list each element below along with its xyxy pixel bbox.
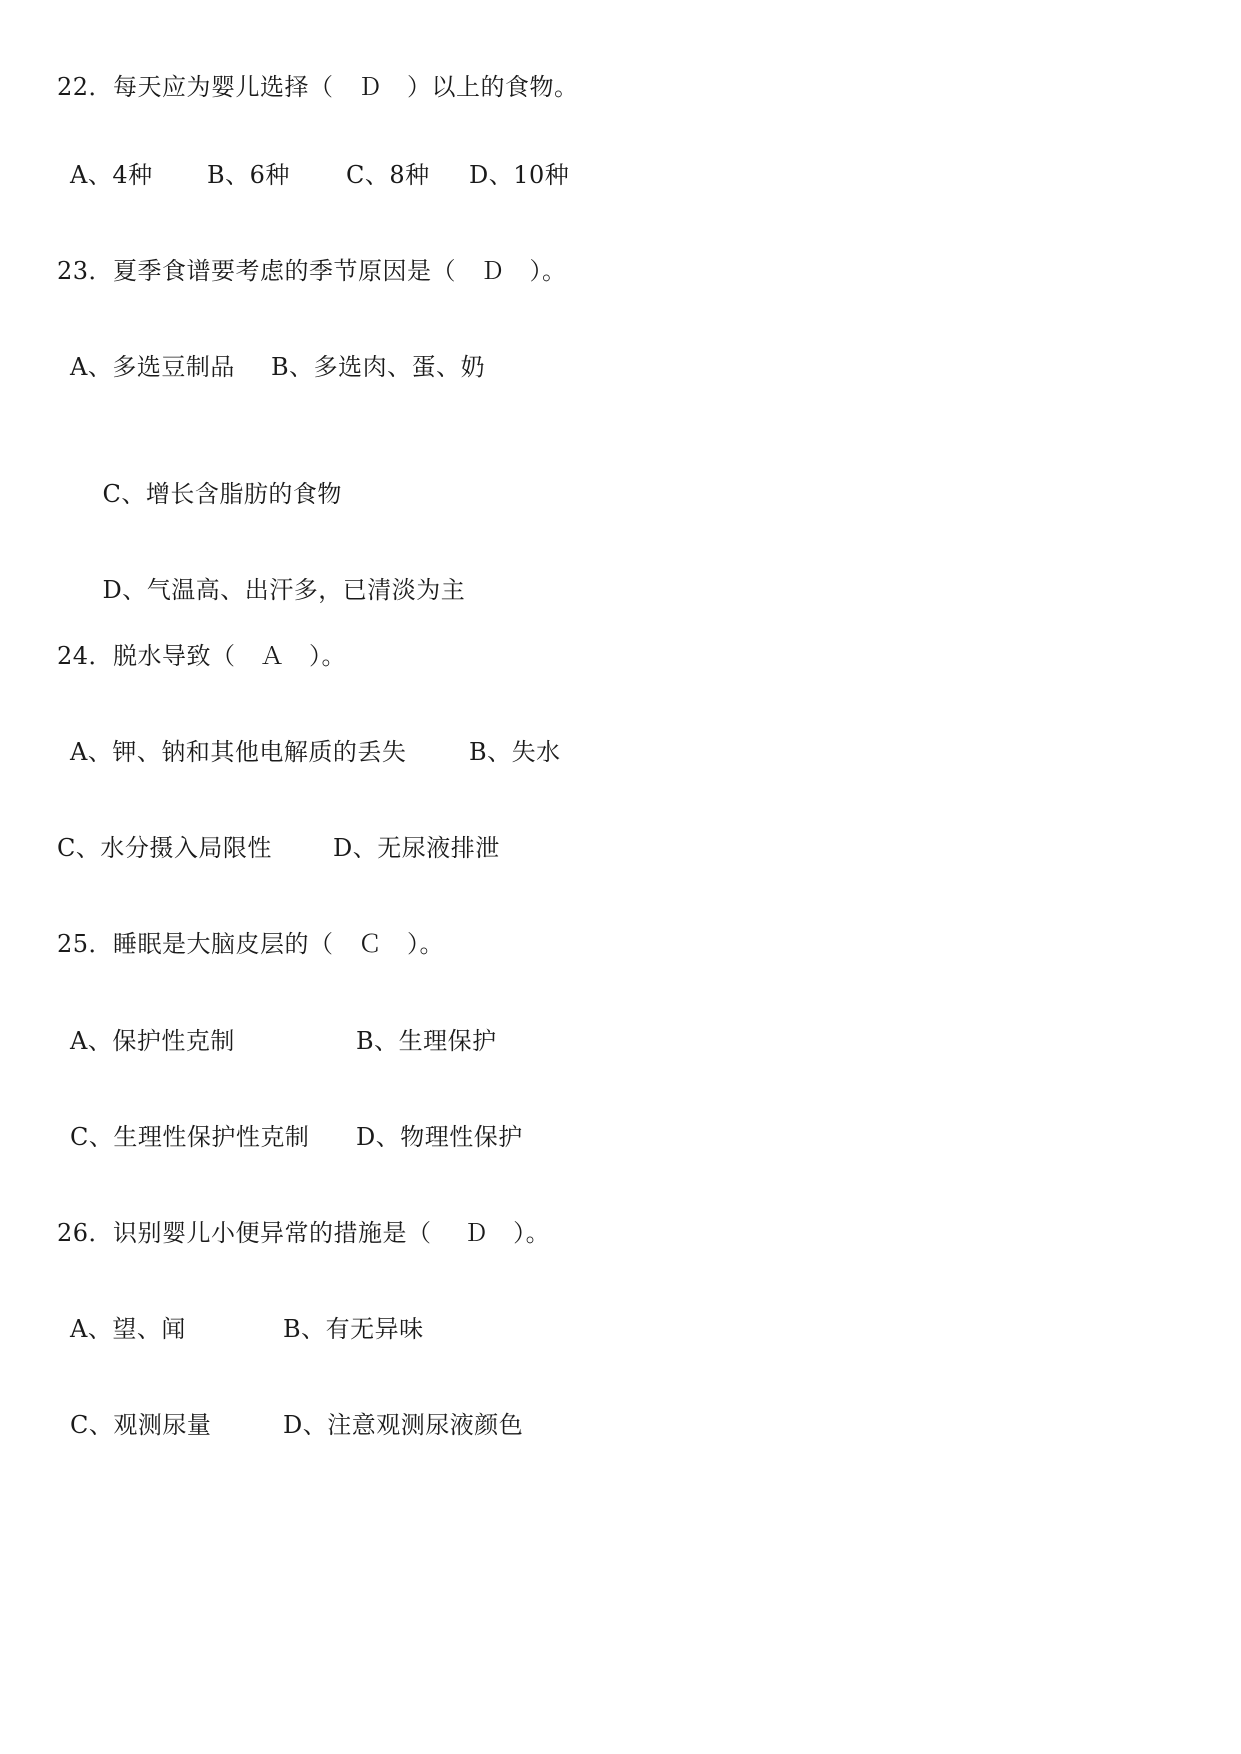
option-b: B、6种 [207, 161, 290, 189]
question-26-stem: 26．识别婴儿小便异常的措施是（ Ｄ ）。 [57, 1219, 551, 1247]
option-b: B、多选肉、蛋、奶 [271, 353, 486, 381]
option-d: D、物理性保护 [356, 1123, 523, 1151]
option-d: D、注意观测尿液颜色 [283, 1411, 524, 1439]
question-22-options-line-1 [70, 160, 590, 190]
option-c: C、水分摄入局限性 [57, 834, 272, 862]
question-25-options-line-1 [70, 1026, 590, 1056]
option-a: A、4种 [70, 161, 153, 189]
option-b: B、生理保护 [356, 1027, 497, 1055]
option-d: D、无尿液排泄 [333, 834, 500, 862]
option-c: C、8种 [346, 161, 430, 189]
option-a: A、多选豆制品 [70, 353, 235, 381]
option-d: D、气温高、出汗多，已清淡为主 [102, 576, 466, 604]
option-b: B、有无异味 [283, 1315, 424, 1343]
question-23-options-line-2 [70, 449, 342, 539]
question-26-options-line-1 [70, 1314, 590, 1344]
option-a: A、保护性克制 [70, 1027, 235, 1055]
question-26-options-line-2 [70, 1410, 590, 1440]
question-25-options-line-2 [70, 1122, 590, 1152]
question-23-stem: 23．夏季食谱要考虑的季节原因是（ Ｄ ）。 [57, 257, 567, 285]
question-23-options-line-1 [70, 352, 590, 382]
option-c: C、生理性保护性克制 [70, 1123, 310, 1151]
question-24-options-line-1 [70, 737, 630, 767]
option-c: C、观测尿量 [70, 1411, 212, 1439]
question-22-stem: 22．每天应为婴儿选择（ Ｄ ）以上的食物。 [57, 73, 579, 101]
question-24-options-line-2 [57, 833, 577, 863]
option-d: D、10种 [469, 161, 570, 189]
question-24-stem: 24．脱水导致（ Ａ ）。 [57, 642, 347, 670]
option-a: A、望、闻 [70, 1315, 186, 1343]
question-25-stem: 25．睡眠是大脑皮层的（ Ｃ ）。 [57, 930, 445, 958]
question-23-options-line-3 [70, 545, 465, 635]
option-b: B、失水 [469, 738, 561, 766]
option-c: C、增长含脂肪的食物 [102, 480, 342, 508]
option-a: A、钾、钠和其他电解质的丢失 [70, 738, 407, 766]
